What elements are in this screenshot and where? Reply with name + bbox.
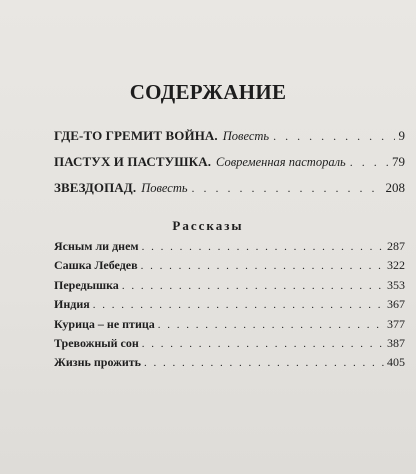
story-title: Ясным ли днем	[54, 239, 139, 253]
story-title: Передышка	[54, 277, 119, 292]
entry-subtitle: Повесть	[222, 129, 270, 143]
story-entry	[54, 336, 405, 355]
dot-leader	[350, 155, 388, 170]
contents-heading: СОДЕРЖАНИЕ	[129, 80, 287, 104]
dot-leader	[122, 280, 384, 292]
story-entry	[54, 355, 405, 374]
dot-leader	[142, 338, 384, 350]
story-entry	[54, 317, 405, 336]
story-page-number: 367	[387, 297, 405, 312]
main-entries-list	[54, 128, 405, 206]
entry-page-number: 9	[398, 128, 405, 143]
story-title: Индия	[54, 297, 90, 312]
dot-leader	[192, 181, 382, 196]
toc-entry	[54, 154, 405, 180]
story-page-number: 353	[387, 277, 405, 292]
story-entry	[54, 239, 405, 258]
dot-leader	[158, 319, 384, 331]
story-entry	[54, 258, 405, 277]
story-page-number: 387	[387, 335, 405, 350]
story-entry	[54, 297, 405, 316]
story-page-number: 377	[387, 316, 405, 331]
story-page-number: 322	[387, 258, 405, 273]
entry-subtitle: Повесть	[141, 181, 188, 195]
toc-entry	[54, 128, 405, 154]
story-page-number: 405	[387, 355, 405, 370]
dot-leader	[273, 129, 394, 144]
story-title: Жизнь прожить	[54, 355, 142, 370]
dot-leader	[142, 241, 384, 253]
story-title: Сашка Лебедев	[54, 258, 138, 273]
story-title: Тревожный сон	[54, 335, 139, 350]
dot-leader	[141, 260, 384, 272]
entry-subtitle: Современная пастораль	[216, 155, 346, 169]
story-page-number: 287	[387, 239, 405, 253]
toc-entry	[54, 180, 405, 206]
entry-title: ПАСТУХ И ПАСТУШКА.	[54, 154, 212, 169]
dot-leader	[93, 299, 384, 311]
story-title: Курица – не птица	[54, 316, 155, 331]
story-entry	[54, 278, 405, 297]
entry-title: ЗВЕЗДОПАД.	[54, 180, 137, 195]
dot-leader	[144, 357, 384, 369]
entry-page-number: 79	[392, 154, 405, 169]
stories-section-heading: Рассказы	[172, 218, 244, 233]
entry-title: ГДЕ-ТО ГРЕМИТ ВОЙНА.	[54, 128, 218, 143]
stories-list	[54, 239, 405, 375]
entry-page-number: 208	[385, 180, 405, 195]
